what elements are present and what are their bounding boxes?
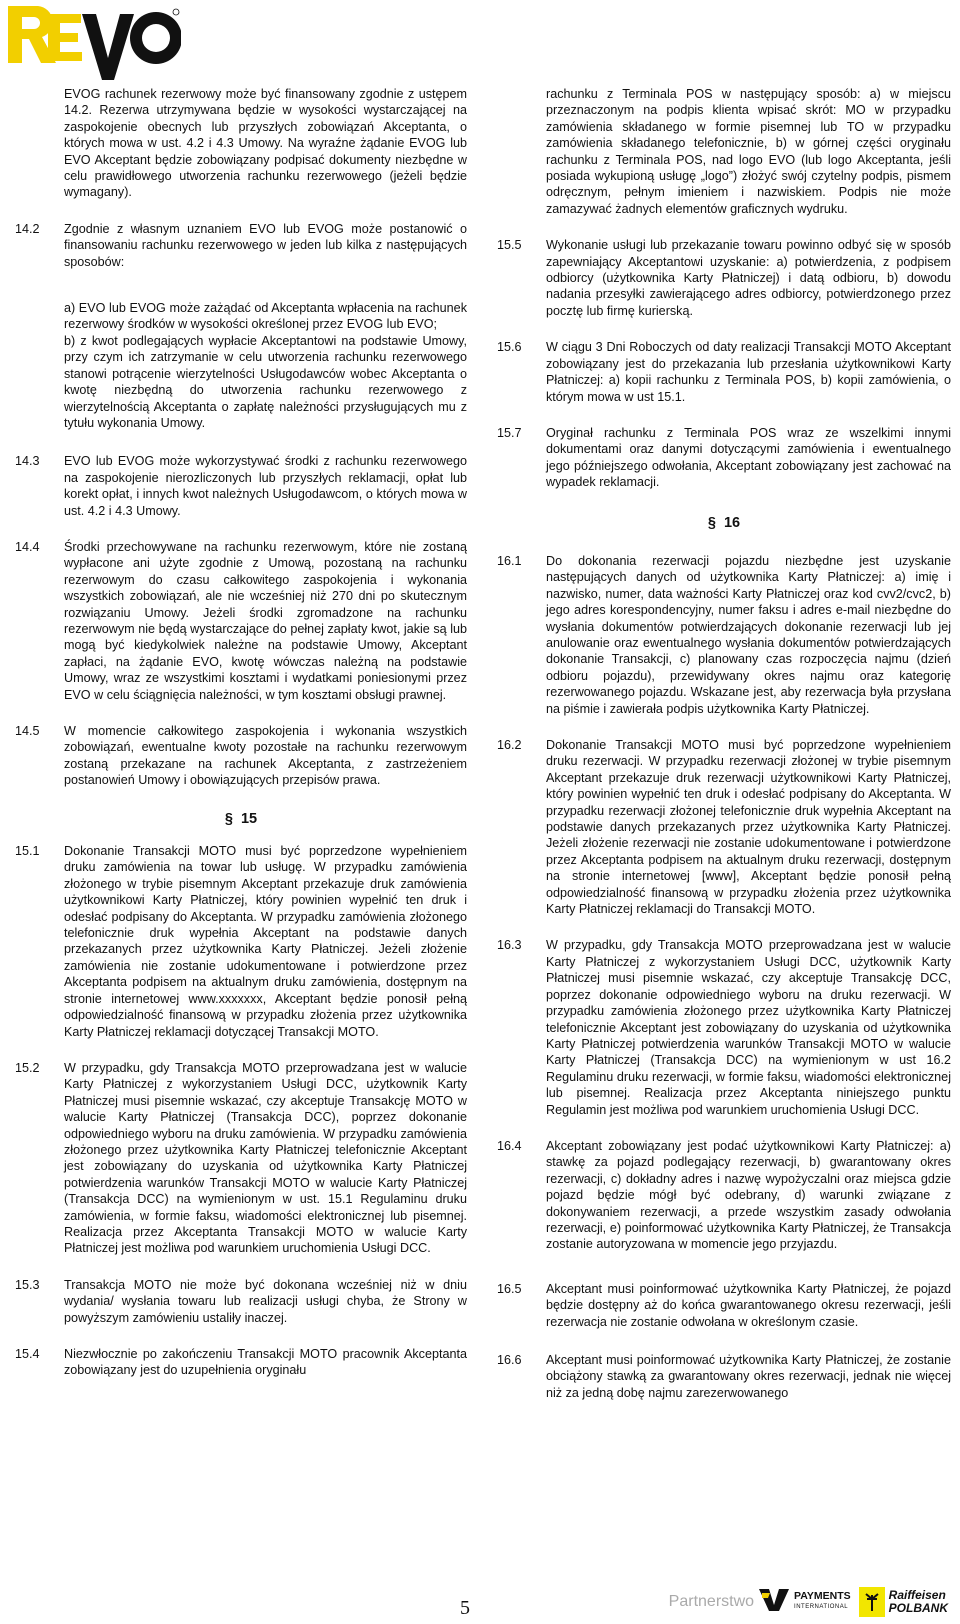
clause-text: Oryginał rachunku z Terminala POS wraz ze wszelkimi innymi dokumentami oraz danymi dotyczącymi zamówienia i ewentualnego jego późniejszego odwołania, Akceptant zobowiązany jest zachować na wypadek reklamacji. — [546, 425, 951, 490]
clause-text: Środki przechowywane na rachunku rezerwowym, które nie zostaną wypłacone ani użyte zgodnie z Umową, pozostaną na rachunku rezerwowym do czasu całkowitego zaspokojenia i wykonania wszystkich zobowiązań, ale nie wcześniej niż 270 dni po skutecznym rozwiązaniu Umowy. Jeżeli środki zgromadzone na rachunku rezerwowym nie będą wystarczające do pełnej zapłaty kwot, jakie są lub mogą być kiedykolwiek należne na podstawie Umowy, Akceptant zapłaci, na żądanie EVO, kwotę wówczas należną na podstawie Umowy, wraz ze wszystkimi kosztami i wydatkami poniesionymi przez EVO w celu ściągnięcia należności, w tym kosztami obsługi prawnej. — [64, 539, 467, 702]
clause — [497, 339, 951, 405]
clause-number: 15.1 — [15, 844, 40, 859]
clause-body — [546, 1281, 951, 1330]
clause-number: 15.4 — [15, 1347, 40, 1361]
clause — [497, 1352, 951, 1401]
evo-logo — [6, 4, 181, 84]
clause-number — [15, 86, 64, 201]
clause-number: 16.4 — [497, 1138, 522, 1153]
clause — [497, 1138, 951, 1253]
left-column — [15, 86, 467, 1379]
clause-body — [546, 553, 951, 717]
clause — [15, 539, 467, 703]
clause-text: W przypadku, gdy Transakcja MOTO przeprowadzana jest w walucie Karty Płatniczej z wykorzystaniem Usługi DCC, użytkownik Karty Płatniczej musi pisemnie wskazać, czy akceptuje Transakcję DCC, poprzez dokonanie odpowiedniego wyboru na druku rezerwacji. W przypadku zamówienia złożonego przez użytkownika Karty Płatniczej telefonicznie Akceptant jest zobowiązany do uzyskania od użytkownika Karty Płatniczej potwierdzenia warunków Transakcji MOTO w walucie Karty Płatniczej (Transakcja DCC) na wymienionym w ust 16.2 Regulaminu druku rezerwacji, w formie faksu, wiadomości elektronicznej lub pisemnej. Realizacja przez Akceptanta niniejszego punktu Regulamin jest możliwa pod warunkiem uruchomienia Usługi DCC. — [546, 938, 951, 1117]
clause-body — [64, 843, 467, 1040]
clause-body — [546, 339, 951, 405]
clause-body — [546, 237, 951, 319]
clause — [497, 425, 951, 491]
clause-text: Akceptant musi poinformować użytkownika Karty Płatniczej, że pojazd będzie dostępny aż do końca gwarantowanego okresu rezerwacji, jeśli rezerwacja nie zostanie odwołana w określonym czasie. — [546, 1281, 951, 1329]
bank-name-line2: POLBANK — [888, 1601, 948, 1615]
clause-number: 15.3 — [15, 1277, 40, 1292]
clause-number: 14.4 — [15, 539, 40, 554]
clause-number: 14.2 — [15, 221, 40, 236]
clause-text: EVOG rachunek rezerwowy może być finansowany zgodnie z ustępem 14.2. Rezerwa utrzymywana będzie w wysokości wystarczającej na zaspokojenie obecnych lub przyszłych zobowiązań Akceptanta, o których mowa w ust. 4.2 i 4.3 Umowy. Na wyraźne żądanie EVOG lub EVO Akceptant będzie zobowiązany podpisać dokumenty niezbędne w celu prawidłowego utworzenia rachunku rezerwowego (jeżeli będzie wymagany). — [64, 87, 467, 200]
clause — [497, 737, 951, 917]
clause-text: Transakcja MOTO nie może być dokonana wcześniej niż w dniu wydania/ wysłania towaru lub realizacji usługi chyba, że Strony w powyższym zamówieniu ustaliły inaczej. — [64, 1277, 467, 1325]
clause-body — [64, 1346, 467, 1379]
clause-number: 15.6 — [497, 340, 522, 355]
section-symbol: § — [707, 514, 716, 531]
clause-text: Zgodnie z własnym uznaniem EVO lub EVOG może postanowić o finansowaniu rachunku rezerwowego w jeden lub kilka z następujących sposobów: — [64, 221, 467, 269]
clause-body — [546, 737, 951, 917]
clause-body — [64, 453, 467, 519]
payments-international — [794, 1591, 851, 1613]
payments-label: PAYMENTS — [794, 1590, 851, 1602]
clause-text: Akceptant zobowiązany jest podać użytkownikowi Karty Płatniczej: a) stawkę za pojazd podlegający rezerwacji, b) gwarantowany okres rezerwacji, c) dokładny adres i nazwę wypożyczalni oraz miejsca gdzie pojazd będzie mógł być odebrany, d) warunki związane z dokonywaniem rezerwacji, a przede wszystkim zasady odwołania rezerwacji, e) poinformować użytkownika Karty Płatniczej, że Transakcja zostanie autoryzowana w momencie jego przyjazdu. — [546, 1138, 951, 1252]
clause — [497, 237, 951, 319]
clause — [497, 553, 951, 717]
raiffeisen-polbank-logo — [889, 1589, 948, 1615]
clause-body — [64, 1277, 467, 1326]
clause — [15, 453, 467, 519]
bank-name-line1: Raiffeisen — [888, 1588, 946, 1602]
section-number: 16 — [723, 514, 741, 531]
section-heading — [15, 811, 467, 827]
clause-text: rachunku z Terminala POS w następujący sposób: a) w miejscu przeznaczonym na podpis klienta wpisać skrót: MO w przypadku zamówienia składanego w formie pisemnej lub TO w przypadku zamówienia składanego telefonicznie, b) w górnej części oryginału rachunku z Terminala POS, nad logo EVO (lub logo Akceptanta, jeśli posiada wykupioną usługę „logo”) złożyć swój czytelny podpis, pismem odręcznym, pełnym imieniem i nazwiskiem. Podpis nie może zamazywać żadnych elementów graficznych wydruku. — [546, 87, 951, 216]
clause — [497, 86, 951, 217]
clause-text: W ciągu 3 Dni Roboczych od daty realizacji Transakcji MOTO Akceptant zobowiązany jest do przekazania lub przesłania użytkownikowi Karty Płatniczej: a) kopii rachunku z Terminala POS, b) kopii zamówienia, o którym mowa w ust 15.1. — [546, 340, 951, 404]
clause-body — [546, 425, 951, 491]
clause-number: 16.5 — [497, 1281, 522, 1296]
clause-text: Dokonanie Transakcji MOTO musi być poprzedzone wypełnieniem druku zamówienia na towar lub usługę. W przypadku zamówienia złożonego w trybie pisemnym Akceptant przekazuje druk zamówienia użytkownikowi Karty Płatniczej, który powinien wypełnić ten druk i odesłać podpisany do Akceptanta. W przypadku zamówienia złożonego telefonicznie druk wypełnia Akceptant na podstawie danych przekazanych przez użytkownika Karty Płatniczej. Jeżeli złożenie zamówienia nie zostanie udokumentowane i potwierdzone przez Akceptanta podpisem na aktualnym druku zamówienia, dostępnym na stronie internetowej www.xxxxxxx, Akceptant będzie ponosił pełną odpowiedzialność finansową w przypadku złożenia przez użytkownika Karty Płatniczej reklamacji dotyczącej Transakcji MOTO. — [64, 844, 467, 1039]
clause-body — [64, 723, 467, 789]
clause-body — [546, 1352, 951, 1401]
clause-number: 16.2 — [497, 738, 522, 752]
clause — [497, 937, 951, 1117]
clause — [15, 221, 467, 431]
clause-number: 16.1 — [497, 553, 522, 568]
section-heading — [497, 515, 951, 531]
section-number: 15 — [240, 810, 258, 827]
clause-body — [546, 1138, 951, 1253]
section-symbol: § — [224, 810, 233, 827]
clause-number: 15.5 — [497, 238, 522, 253]
clause — [497, 1281, 951, 1330]
clause-number: 16.3 — [497, 938, 522, 953]
evo-footer-logo — [758, 1587, 792, 1618]
clause-body — [64, 86, 467, 201]
clause-text: W momencie całkowitego zaspokojenia i wykonania wszystkich zobowiązań, ewentualne kwoty pozostałe na rachunku rezerwowym zostaną przekazane na rachunek Akceptanta, z zastrzeżeniem postanowień Umowy i obowiązujących przepisów prawa. — [64, 724, 467, 788]
clause-text: Wykonanie usługi lub przekazanie towaru powinno odbyć się w sposób zapewniający Akceptantowi uzyskanie: a) potwierdzenia, z podpisem odbiorcy (użytkownika Karty Płatniczej) i datą odbioru, b) dowodu nadania przesyłki zawierającego adres odbiorcy, potwierdzonego przez pocztę lub firmę kurierską. — [546, 238, 951, 318]
clause — [15, 723, 467, 789]
page-number: 5 — [460, 1597, 470, 1619]
clause-number: 16.6 — [497, 1353, 522, 1367]
clause-body — [546, 937, 951, 1117]
clause — [15, 1060, 467, 1257]
clause-number: 14.5 — [15, 724, 40, 738]
clause-body — [64, 539, 467, 703]
clause — [15, 86, 467, 201]
clause-number: 15.2 — [15, 1060, 40, 1075]
clause-text: Do dokonania rezerwacji pojazdu niezbędne jest uzyskanie następujących danych od użytkownika Karty Płatniczej: a) imię i nazwisko, numer, data ważności Karty Płatniczej oraz kod cvv2/cvc2, b) jego adres korespondencyjny, numer faksu i adres e-mail niezbędne do wysłania dokumentów potwierdzających dokonanie rezerwacji lub jej anulowanie oraz ewentualnego wysłania dokumentów potwierdzających dokonanie Transakcji, c) planowany czas rozpoczęcia najmu (dzień odbioru pojazdu), przewidywany okres najmu oraz kategorię rezerwowanego pojazdu. Wskazane jest, aby rezerwacja była przysłana na piśmie i zawierała podpis użytkownika Karty Płatniczej. — [546, 553, 951, 716]
clause — [15, 843, 467, 1040]
clause — [15, 1277, 467, 1326]
clause-text: EVO lub EVOG może wykorzystywać środki z rachunku rezerwowego na zaspokojenie nierozliczonych lub przyszłych reklamacji, opłat lub korekt opłat, i innych kwot należnych Usługodawcom, o których mowa w ust. 4.2 i 4.3 Umowy. — [64, 454, 467, 518]
clause-body — [546, 86, 951, 217]
clause-text: Niezwłocznie po zakończeniu Transakcji MOTO pracownik Akceptanta zobowiązany jest do uzupełnienia oryginału — [64, 1347, 467, 1378]
clause-text: Dokonanie Transakcji MOTO musi być poprzedzone wypełnieniem druku rezerwacji. W przypadku rezerwacji złożonej w trybie pisemnym Akceptant przekazuje druk rezerwacji użytkownikowi Karty Płatniczej, który powinien wypełnić ten druk i odesłać podpisany do Akceptanta. W przypadku rezerwacji złożonej telefonicznie druk wypełnia Akceptant na podstawie danych przekazanych przez użytkownika Karty Płatniczej. Jeżeli złożenie rezerwacji nie zostanie udokumentowane i potwierdzone przez Akceptanta podpisem na aktualnym druku rezerwacji, dostępnym na stronie internetowej [www], Akceptant będzie ponosił pełną odpowiedzialność finansową w przypadku złożenia przez użytkownika Karty Płatniczej reklamacji do Transakcji MOTO. — [546, 738, 951, 917]
footer — [669, 1582, 948, 1622]
clause-text: a) EVO lub EVOG może zażądać od Akceptanta wpłacenia na rachunek rezerwowy środków w wysokości określonej przez EVOG lub EVO; — [64, 301, 467, 332]
clause-text: b) z kwot podlegających wypłacie Akceptantowi na podstawie Umowy, przy czym ich zatrzymanie w celu utworzenia rachunku rezerwowego stanowi potrącenie wierzytelności Usługodawców wobec Akceptanta o kwotę niezbędną do utworzenia rachunku rezerwowego z wierzytelnością Akceptanta o zapłatę należności przysługujących mu z tytułu wykonania Umowy. — [64, 333, 467, 430]
raiffeisen-cross-icon — [859, 1587, 885, 1617]
clause-number: 15.7 — [497, 425, 522, 440]
clause — [15, 1346, 467, 1379]
clause-number: 14.3 — [15, 454, 40, 469]
clause-body — [64, 221, 467, 431]
international-label: INTERNATIONAL — [794, 1604, 849, 1610]
partner-label: Partnerstwo — [668, 1593, 755, 1610]
clause-text: W przypadku, gdy Transakcja MOTO przeprowadzana jest w walucie Karty Płatniczej z wykorzystaniem Usługi DCC, użytkownik Karty Płatniczej musi pisemnie wskazać, czy akceptuje Transakcję MOTO w walucie Karty Płatniczej (Transakcja DCC), poprzez dokonanie odpowiedniego wyboru na druku zamówienia. W przypadku zamówienia złożonego przez użytkownika Karty Płatniczej telefonicznie Akceptant jest zobowiązany do uzyskania od użytkownika Karty Płatniczej potwierdzenia warunków Transakcji MOTO w walucie Karty Płatniczej (Transakcja DCC) na wymienionym w ust. 15.1 Regulaminu druku zamówienia, w formie faksu, wiadomości elektronicznej lub pisemnej. Realizacja przez Akceptanta Transakcji MOTO w walucie Karty Płatniczej jest możliwa pod warunkiem uruchomienia Usługi DCC. — [64, 1060, 467, 1256]
clause-number — [497, 86, 546, 217]
clause-body — [64, 1060, 467, 1257]
right-column — [497, 86, 951, 1401]
clause-text: Akceptant musi poinformować użytkownika Karty Płatniczej, że zostanie obciążony stawką za gwarantowany okres rezerwacji, jednak nie więcej niż za jedną dobę najmu zarezerwowanego — [546, 1353, 951, 1400]
